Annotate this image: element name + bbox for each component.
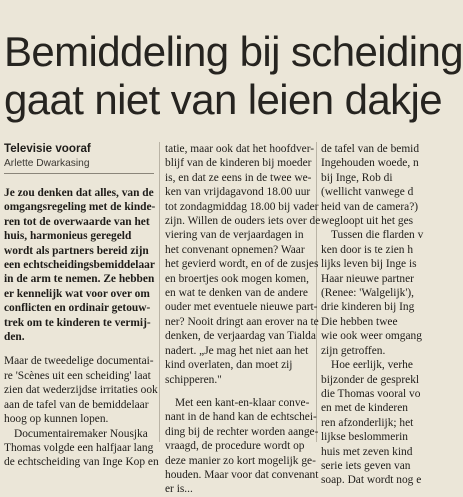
text-line: drie kinderen bij Ing (321, 301, 415, 314)
column-divider (159, 142, 160, 442)
text-line: nant in de hand kan de echtschei- (165, 411, 317, 424)
text-line: huis met zeven kind (321, 445, 413, 458)
text-line: omgangsregeling met de kinde- (4, 201, 156, 214)
text-line: conflicten en ordinair getouw- (4, 302, 151, 315)
text-line: houden. Maar voor dat convenant (165, 468, 319, 481)
headline-line: Bemiddeling bij scheiding (4, 28, 463, 75)
text-line: is, en dat ze eens in de twee we- (165, 171, 312, 184)
article-paragraph (4, 427, 159, 470)
text-line: Ingehouden woede, n (321, 157, 419, 170)
text-line: ner? Nooit dringt aan erover na te (165, 315, 319, 328)
text-line: Met een kant-en-klaar conve- (175, 396, 310, 409)
article-paragraph (4, 354, 156, 426)
text-line: de echtscheiding van Inge Kop en (4, 456, 159, 469)
text-line: die Thomas vooral vo (321, 387, 421, 400)
text-line: blijf van de kinderen bij moeder (165, 157, 312, 170)
text-line: huis, harmonieus geregeld (4, 230, 132, 243)
text-line: in de arm te nemen. Ze hebben (4, 273, 155, 286)
text-line: Haar nieuwe partner (321, 272, 414, 285)
text-line: hoog op kunnen lopen. (4, 413, 109, 426)
text-line: bijzonder de gesprekl (321, 373, 420, 386)
text-line: nadert. „Je mag het niet aan het (165, 344, 309, 357)
text-line: deze manier zo kort mogelijk ge- (165, 454, 316, 467)
text-line: een echtscheidingsbemiddelaar (4, 259, 155, 272)
text-line: het gevierd wordt, en of de zusjes (165, 258, 319, 271)
text-line: Je zou denken dat alles, van de (4, 187, 154, 199)
text-line: den. (4, 331, 25, 344)
text-line: trek om te kinderen te vermij- (4, 316, 151, 329)
text-line: ding bij de rechter worden aange- (165, 425, 319, 438)
text-line: kind overlaten, dan moet zij (165, 359, 293, 372)
text-line: viering van de verjaardagen in (165, 229, 304, 242)
text-line: het convenant opnemen? Waar (165, 243, 305, 256)
text-line: lijks leven bij Inge is (321, 258, 417, 271)
text-line: lijkse beslommerin (321, 431, 408, 444)
article-paragraph (321, 142, 451, 228)
text-line: ken door is te zien h (321, 243, 414, 256)
text-line: (wellicht vanwege d (321, 186, 414, 199)
article-column-3 (321, 142, 451, 488)
article-paragraph (165, 396, 317, 497)
text-line: Maar de tweedelige documentai- (4, 355, 154, 368)
article-column-2 (165, 142, 321, 497)
text-line: heid van de camera?) (321, 200, 419, 213)
text-line: zien dat wederzijdse irritaties ook (4, 384, 158, 397)
text-line: (Renee: 'Walgelijk'), (321, 287, 415, 300)
text-line: zijn getroffen. (321, 344, 386, 357)
byline-rule (4, 173, 154, 174)
text-line: wordt als partners bereid zijn (4, 244, 149, 257)
text-line: bij Inge, Rob di (321, 171, 393, 184)
article-paragraph (165, 142, 321, 387)
text-line: en wat te denken van de andere (165, 287, 308, 300)
text-line: Tussen die flarden v (331, 229, 424, 242)
article-headline (4, 28, 463, 124)
text-line: zijn. Willen de ouders iets over de (165, 215, 321, 228)
text-line: soap. Dat wordt nog e (321, 474, 422, 487)
article-lead (4, 186, 156, 344)
text-line: Documentairemaker Nousjka (14, 427, 148, 440)
text-line: er kennelijk wat voor over om (4, 287, 150, 300)
text-line: Die hebben twee (321, 315, 398, 328)
text-line: serie iets geven van (321, 459, 411, 472)
text-line: en broertjes ook mogen komen, (165, 272, 309, 285)
article-paragraph (321, 228, 451, 358)
text-line: re 'Scènes uit een scheiding' laat (4, 369, 151, 382)
text-line: vraagd, de procedure wordt op (165, 440, 305, 453)
text-line: er is... (165, 483, 193, 496)
text-line: tot zondagmiddag 18.00 bij vader (165, 200, 319, 213)
text-line: ouder met eventuele nieuwe part- (165, 301, 318, 314)
text-line: tatie, maar ook dat het hoofdver- (165, 143, 315, 155)
article-byline: Arlette Dwarkasing (4, 158, 90, 169)
text-line: ren afzonderlijk; het (321, 416, 414, 429)
text-line: Hoe eerlijk, verhe (331, 359, 413, 372)
text-line: aan de tafel van de bemiddelaar (4, 398, 149, 411)
article-kicker: Televisie vooraf (4, 142, 91, 155)
headline-line: gaat niet van leien dakje (4, 76, 442, 123)
text-line: de tafel van de bemid (321, 143, 420, 155)
text-line: wegloopt uit het ges (321, 215, 414, 228)
text-line: ren tot de overwaarde van het (4, 215, 150, 228)
text-line: schipperen." (165, 373, 222, 386)
article-paragraph (321, 358, 451, 488)
article-column-1 (4, 142, 159, 470)
text-line: en met de kinderen (321, 402, 408, 415)
text-line: wie ook weer omgang (321, 330, 422, 343)
text-line: Thomas volgde een halfjaar lang (4, 441, 154, 454)
text-line: denken, de verjaardag van Tialda (165, 330, 316, 343)
text-line: ken van vrijdagavond 18.00 uur (165, 186, 311, 199)
